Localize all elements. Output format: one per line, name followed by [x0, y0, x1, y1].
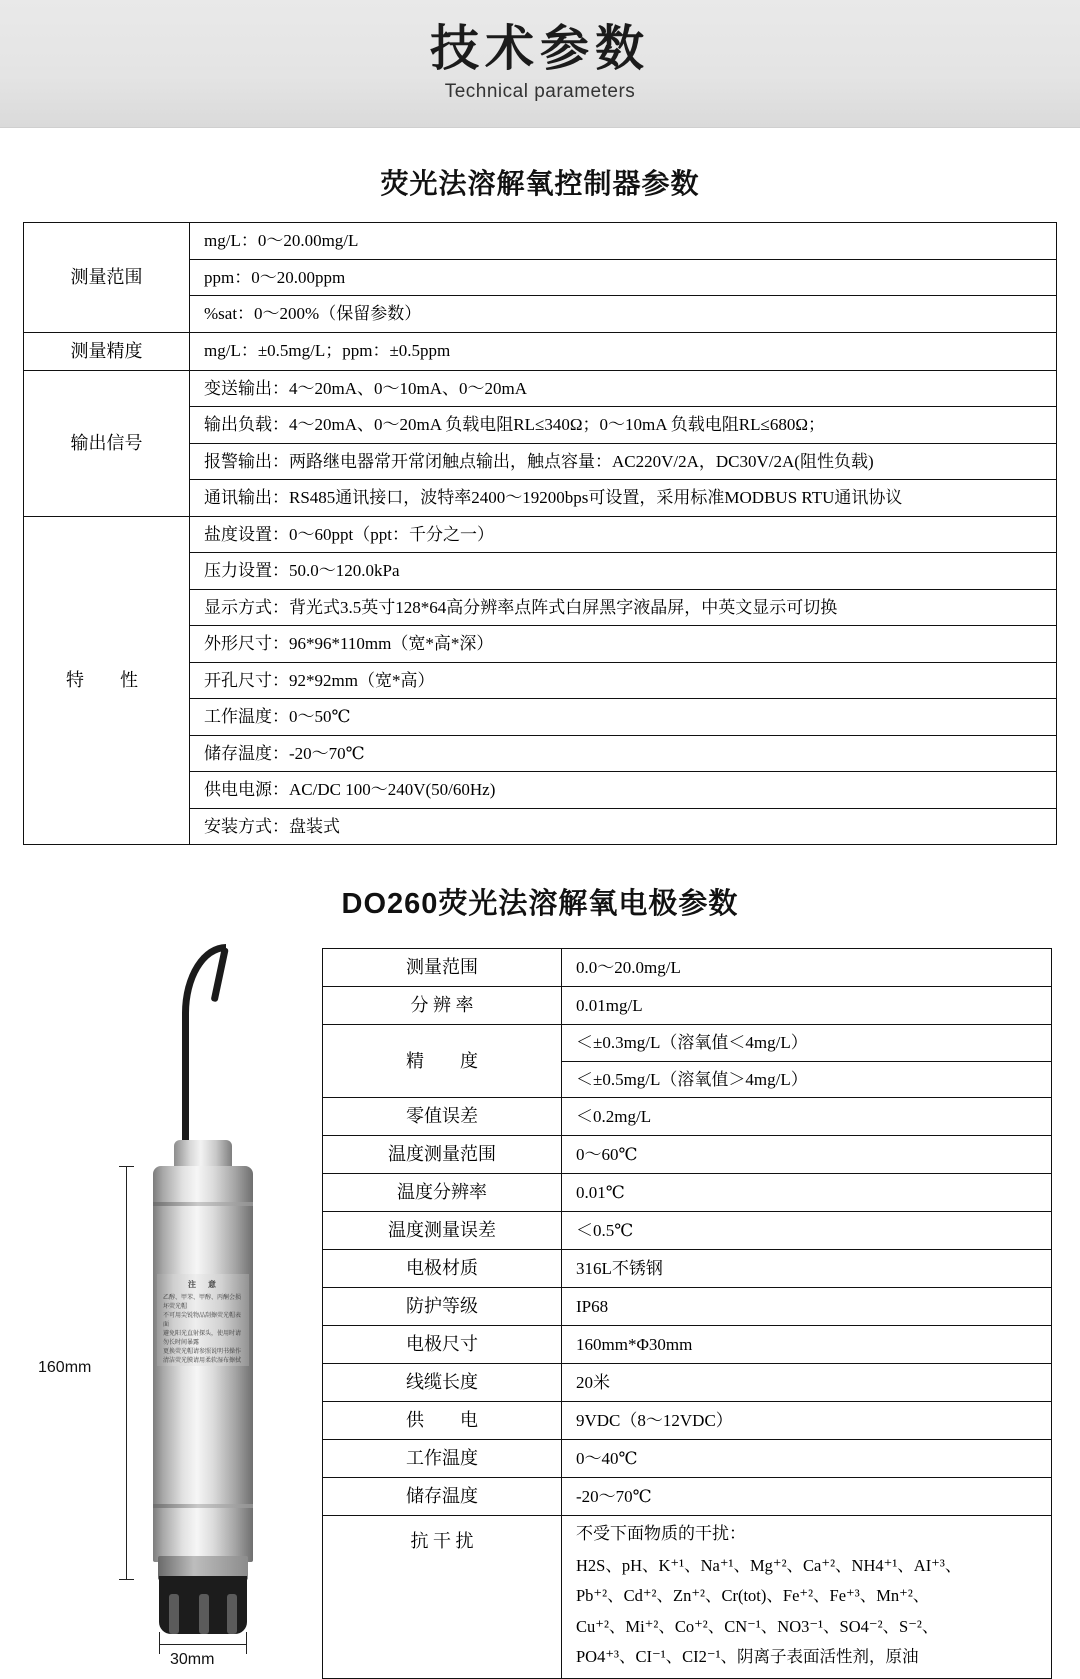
warning-label-title: 注 意 [188, 1280, 218, 1289]
table-row [323, 1136, 1052, 1174]
height-dimension-line [126, 1166, 127, 1580]
table-row [323, 1326, 1052, 1364]
cell-value: 9VDC（8～12VDC） [562, 1402, 1052, 1440]
probe-ring-upper [153, 1202, 253, 1206]
table-row [323, 949, 1052, 987]
row-label-measure-accuracy: 测量精度 [24, 332, 190, 370]
cell-value: 0.01mg/L [562, 987, 1052, 1025]
cell-value: -20～70℃ [562, 1478, 1052, 1516]
row-label-output-signal: 输出信号 [24, 370, 190, 516]
table-row [323, 1516, 1052, 1679]
cell-value: 显示方式：背光式3.5英寸128*64高分辨率点阵式白屏黑字液晶屏，中英文显示可切换 [190, 589, 1057, 626]
cell-value: 0.0～20.0mg/L [562, 949, 1052, 987]
cell-value: 压力设置：50.0～120.0kPa [190, 553, 1057, 590]
row-label: 电极材质 [323, 1250, 562, 1288]
probe-illustration-column [30, 944, 322, 1668]
cell-value: mg/L：0～20.00mg/L [190, 223, 1057, 260]
row-label: 分 辨 率 [323, 987, 562, 1025]
electrode-section-title: DO260荧光法溶解氧电极参数 [341, 888, 739, 920]
table-row [323, 1212, 1052, 1250]
cell-value: ＜±0.3mg/L（溶氧值＜4mg/L） [562, 1025, 1052, 1062]
row-label: 电极尺寸 [323, 1326, 562, 1364]
cell-value: ＜±0.5mg/L（溶氧值＞4mg/L） [562, 1061, 1052, 1098]
page-title: 技术参数 [429, 21, 650, 76]
cell-value: %sat：0～200%（保留参数） [190, 296, 1057, 333]
probe-image [30, 944, 322, 1668]
warning-label-line: 更换荧光帽请参照说明书操作 [163, 1349, 242, 1355]
height-dimension-label: 160mm [38, 1359, 92, 1376]
table-row [323, 1174, 1052, 1212]
row-label: 测量范围 [323, 949, 562, 987]
table-row [323, 1402, 1052, 1440]
row-label: 温度测量误差 [323, 1212, 562, 1250]
cell-value-anti-interference [562, 1516, 1052, 1679]
table-row [323, 1440, 1052, 1478]
cell-value: 0～40℃ [562, 1440, 1052, 1478]
electrode-section [0, 944, 1080, 1679]
row-label-anti-interference: 抗 干 扰 [323, 1516, 562, 1679]
anti-interference-line: H2S、pH、K⁺¹、Na⁺¹、Mg⁺²、Ca⁺²、NH4⁺¹、AI⁺³、 [576, 1555, 962, 1575]
cell-value: ＜0.2mg/L [562, 1098, 1052, 1136]
row-label: 工作温度 [323, 1440, 562, 1478]
anti-interference-line: PO4⁺³、CI⁻¹、CI2⁻¹、阴离子表面活性剂，原油 [576, 1647, 919, 1667]
row-label: 零值误差 [323, 1098, 562, 1136]
warning-label-line: 清洁荧光膜请用柔软湿布擦拭 [163, 1358, 242, 1364]
cell-value: 开孔尺寸：92*92mm（宽*高） [190, 662, 1057, 699]
probe-ring-lower [153, 1504, 253, 1508]
page-banner [0, 0, 1080, 128]
anti-interference-intro: 不受下面物质的干扰： [576, 1524, 746, 1543]
diameter-dimension-label: 30mm [170, 1651, 215, 1668]
row-label: 供 电 [323, 1402, 562, 1440]
warning-label-line: 不可用尖锐物品刮擦荧光帽表面 [163, 1313, 242, 1328]
cell-value: 20米 [562, 1364, 1052, 1402]
table-row [323, 1364, 1052, 1402]
probe-sensor-guard [159, 1576, 247, 1634]
cell-value: 0～60℃ [562, 1136, 1052, 1174]
cell-value: 报警输出：两路继电器常开常闭触点输出，触点容量：AC220V/2A，DC30V/2A(阻性负载) [190, 443, 1057, 480]
cell-value: 160mm*Φ30mm [562, 1326, 1052, 1364]
anti-interference-list [576, 1551, 1041, 1673]
table-row [24, 223, 1057, 260]
cell-value: 变送输出：4～20mA、0～10mA、0～20mA [190, 370, 1057, 407]
electrode-parameters-table [322, 948, 1052, 1679]
anti-interference-line: Cu⁺²、Mi⁺²、Co⁺²、CN⁻¹、NO3⁻¹、SO4⁻²、S⁻²、 [576, 1616, 939, 1636]
diameter-dimension-line [159, 1644, 247, 1645]
cell-value: 0.01℃ [562, 1174, 1052, 1212]
page-subtitle: Technical parameters [444, 81, 636, 103]
controller-parameters-table [23, 222, 1057, 845]
table-row [323, 987, 1052, 1025]
cell-value: 盐度设置：0～60ppt（ppt：千分之一） [190, 516, 1057, 553]
row-label: 储存温度 [323, 1478, 562, 1516]
table-row [323, 1288, 1052, 1326]
warning-label-line: 乙醇、甲苯、甲醇、丙酮会损坏荧光帽 [163, 1295, 242, 1310]
probe-guard-slot [227, 1594, 237, 1634]
row-label-accuracy: 精 度 [323, 1025, 562, 1098]
cell-value: 316L不锈钢 [562, 1250, 1052, 1288]
row-label: 线缆长度 [323, 1364, 562, 1402]
row-label: 温度分辨率 [323, 1174, 562, 1212]
cell-value: 输出负载：4～20mA、0～20mA 负载电阻RL≤340Ω；0～10mA 负载电阻RL≤680Ω； [190, 407, 1057, 444]
cell-value: 供电电源：AC/DC 100～240V(50/60Hz) [190, 772, 1057, 809]
row-label: 防护等级 [323, 1288, 562, 1326]
row-label-characteristics: 特 性 [24, 516, 190, 845]
row-label-measure-range: 测量范围 [24, 223, 190, 333]
cell-value: 工作温度：0～50℃ [190, 699, 1057, 736]
cell-value: IP68 [562, 1288, 1052, 1326]
warning-label-line: 避免阳光直射探头，使用时请勿长时间暴露 [163, 1331, 242, 1346]
cell-value: 通讯输出：RS485通讯接口，波特率2400～19200bps可设置，采用标准MODBUS RTU通讯协议 [190, 480, 1057, 517]
table-row [323, 1250, 1052, 1288]
cell-value: ppm：0～20.00ppm [190, 259, 1057, 296]
controller-section-title: 荧光法溶解氧控制器参数 [380, 168, 700, 199]
table-row [24, 516, 1057, 553]
row-label: 温度测量范围 [323, 1136, 562, 1174]
cell-value: mg/L：±0.5mg/L；ppm：±0.5ppm [190, 332, 1057, 370]
table-row [24, 332, 1057, 370]
cell-value: 储存温度：-20～70℃ [190, 735, 1057, 772]
table-row [323, 1025, 1052, 1062]
table-row [323, 1098, 1052, 1136]
cell-value: 安装方式：盘装式 [190, 808, 1057, 845]
cell-value: ＜0.5℃ [562, 1212, 1052, 1250]
table-row [24, 370, 1057, 407]
anti-interference-line: Pb⁺²、Cd⁺²、Zn⁺²、Cr(tot)、Fe⁺²、Fe⁺³、Mn⁺²、 [576, 1586, 930, 1606]
cell-value: 外形尺寸：96*96*110mm（宽*高*深） [190, 626, 1057, 663]
probe-warning-label [157, 1274, 249, 1366]
